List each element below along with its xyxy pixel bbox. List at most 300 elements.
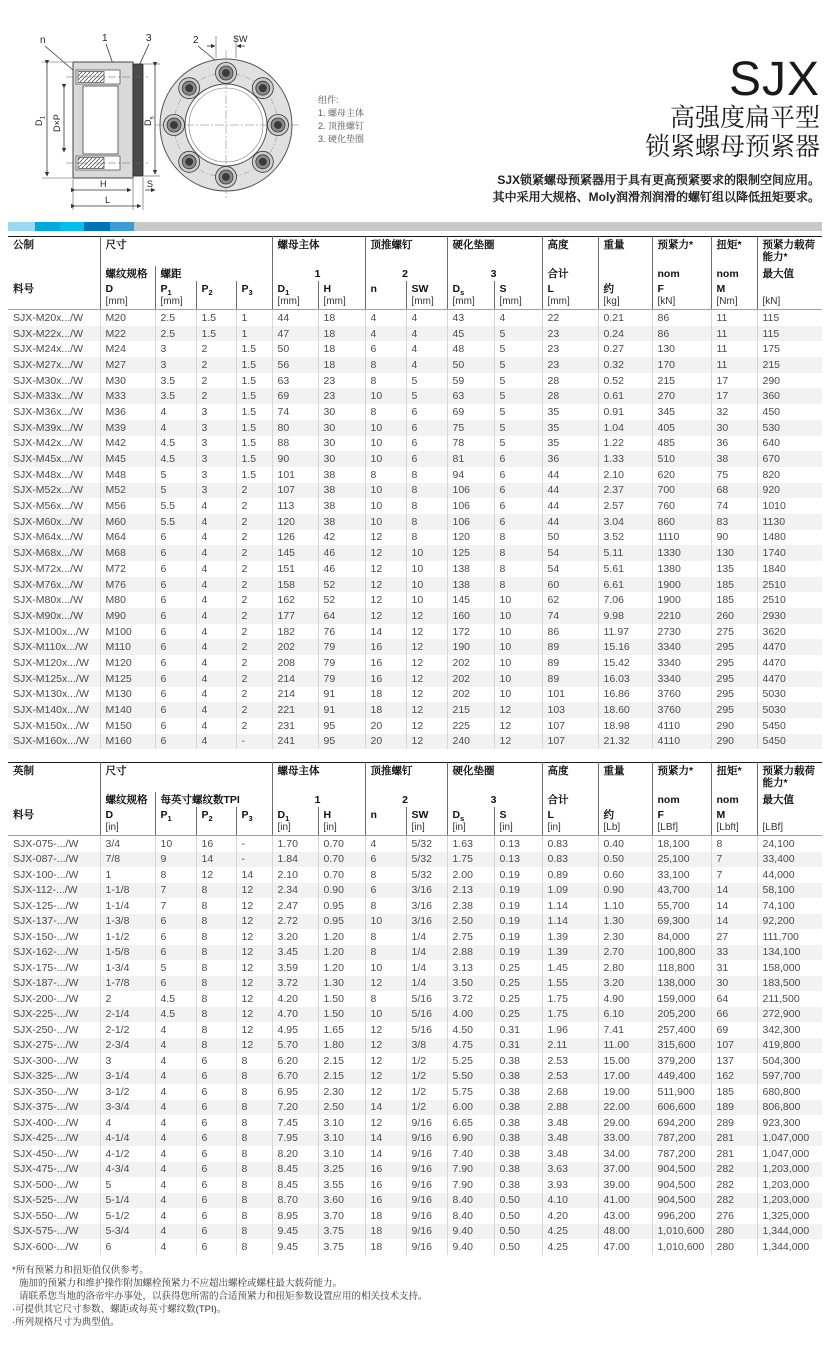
table-cell: SJX-137-.../W [13, 915, 79, 928]
table-cell: 7 [711, 852, 757, 868]
table-cell: 2.47 [272, 898, 318, 914]
table-cell: 3.10 [318, 1131, 365, 1147]
table-cell: 3.75 [318, 1224, 365, 1240]
label-ds: $D_s$ [143, 116, 156, 126]
table-cell: 4.5 [155, 451, 196, 467]
table-cell: 260 [711, 608, 757, 624]
table-cell: 138,000 [652, 976, 711, 992]
table-cell: 6 [155, 655, 196, 671]
column-header: $D_1$ [272, 281, 318, 296]
table-cell: 7.45 [272, 1115, 318, 1131]
header-ref-2: 2 [365, 266, 447, 281]
table-cell: 50 [447, 357, 494, 373]
table-row [8, 914, 822, 930]
table-cell: 34.00 [598, 1146, 652, 1162]
header-total: 合计 [542, 266, 598, 281]
table-cell: 0.61 [598, 388, 652, 404]
table-cell: 1480 [757, 530, 822, 546]
unit-header [8, 822, 100, 836]
table-cell: SJX-M150x.../W [13, 719, 89, 732]
table-cell: 280 [711, 1239, 757, 1255]
column-header: $P_1$ [155, 281, 196, 296]
table-cell: 2-1/4 [100, 1007, 155, 1023]
legend-title: 组件: [318, 95, 339, 105]
table-cell: 8.20 [272, 1146, 318, 1162]
table-cell: 120 [272, 514, 318, 530]
stripe-segment [110, 222, 134, 231]
table-cell: 18.98 [598, 718, 652, 734]
table-cell: 6 [365, 341, 406, 357]
table-cell: 295 [711, 671, 757, 687]
table-cell: 4 [155, 1239, 196, 1255]
table-cell: 159,000 [652, 991, 711, 1007]
table-cell: 8 [494, 577, 542, 593]
table-cell: 5/16 [406, 991, 447, 1007]
group-header-preload: 预紧力* [652, 763, 711, 793]
title-block [390, 53, 820, 206]
table-cell: 1900 [652, 592, 711, 608]
table-cell: 14 [365, 624, 406, 640]
table-cell: 6 [155, 718, 196, 734]
table-cell: 202 [447, 655, 494, 671]
column-header: S [494, 281, 542, 296]
table-cell: 12 [365, 561, 406, 577]
table-cell: 8 [236, 1131, 272, 1147]
table-cell: SJX-400-.../W [13, 1116, 79, 1129]
table-cell: 6 [406, 420, 447, 436]
table-cell: 208 [272, 655, 318, 671]
table-cell: 241 [272, 734, 318, 750]
table-cell: 16 [365, 1177, 406, 1193]
table-cell: 4 [155, 1069, 196, 1085]
table-cell: 3760 [652, 687, 711, 703]
table-cell: 8 [365, 404, 406, 420]
table-row [8, 326, 822, 342]
table-cell: 2.34 [272, 883, 318, 899]
table-cell: 1.33 [598, 451, 652, 467]
table-cell: 4-3/4 [100, 1162, 155, 1178]
table-cell: 14 [236, 867, 272, 883]
table-cell: 8.40 [447, 1208, 494, 1224]
table-cell: 8 [406, 467, 447, 483]
table-cell: 7.40 [447, 1146, 494, 1162]
table-cell: 1.75 [542, 1007, 598, 1023]
table-cell: 69,300 [652, 914, 711, 930]
table-cell: 6.65 [447, 1115, 494, 1131]
table-cell: M30 [100, 373, 155, 389]
table-cell: 270 [652, 388, 711, 404]
stripe-segment [60, 222, 84, 231]
table-cell: 4 [155, 1131, 196, 1147]
table-cell: 6.95 [272, 1084, 318, 1100]
table-cell: 5-3/4 [100, 1224, 155, 1240]
table-cell: 4.25 [542, 1224, 598, 1240]
table-cell: 6 [196, 1193, 236, 1209]
table-cell: 5450 [757, 718, 822, 734]
table-cell: 6 [406, 451, 447, 467]
table-cell: 43 [447, 310, 494, 326]
column-header: 约 [598, 807, 652, 822]
table-cell: 8 [236, 1084, 272, 1100]
table-cell: 2 [196, 357, 236, 373]
table-cell: 8 [236, 1224, 272, 1240]
table-row [8, 1022, 822, 1038]
table-cell: 4 [494, 310, 542, 326]
table-cell: 135 [711, 561, 757, 577]
table-cell: SJX-M36x.../W [13, 405, 84, 418]
table-cell: 0.27 [598, 341, 652, 357]
table-cell: 9.45 [272, 1224, 318, 1240]
table-cell: 18 [318, 357, 365, 373]
table-cell: 38 [318, 498, 365, 514]
table-cell: 10 [494, 592, 542, 608]
table-cell: 137 [711, 1053, 757, 1069]
table-cell: 280 [711, 1224, 757, 1240]
legend-item: 1. 螺母主体 [318, 108, 365, 118]
table-cell: 680,800 [757, 1084, 822, 1100]
table-cell: 115 [757, 326, 822, 342]
unit-header: [kg] [598, 296, 652, 310]
table-cell: 1330 [652, 545, 711, 561]
table-row [8, 1131, 822, 1147]
table-cell: 10 [155, 836, 196, 852]
table-cell: 1,010,600 [652, 1239, 711, 1255]
table-cell: 18 [318, 310, 365, 326]
table-cell: 4 [196, 655, 236, 671]
table-row [8, 1208, 822, 1224]
table-cell: 162 [711, 1069, 757, 1085]
table-cell: 0.25 [494, 991, 542, 1007]
column-header: D [100, 807, 155, 822]
table-cell: 504,300 [757, 1053, 822, 1069]
footnotes [12, 1264, 428, 1329]
table-cell: 43,700 [652, 883, 711, 899]
table-cell: 8 [196, 883, 236, 899]
table-cell: SJX-M76x.../W [13, 578, 84, 591]
table-cell: 4 [155, 1224, 196, 1240]
table-cell: 5.70 [272, 1038, 318, 1054]
table-cell: 3620 [757, 624, 822, 640]
table-cell: 145 [272, 545, 318, 561]
table-cell: 1.5 [236, 341, 272, 357]
table-cell: 12 [236, 929, 272, 945]
table-cell: 79 [318, 671, 365, 687]
column-header: 料号 [13, 809, 34, 821]
table-cell: 75 [711, 467, 757, 483]
column-header: n [365, 807, 406, 822]
table-cell: 33,400 [757, 852, 822, 868]
column-header: SW [406, 281, 447, 296]
table-cell: 2 [236, 592, 272, 608]
table-cell: 2 [236, 702, 272, 718]
table-cell: 0.70 [318, 836, 365, 852]
table-cell: SJX-M110x.../W [13, 641, 89, 654]
table-cell: 16.03 [598, 671, 652, 687]
table-cell: 3.10 [318, 1146, 365, 1162]
table-cell: SJX-M42x.../W [13, 437, 84, 450]
table-cell: 83 [711, 514, 757, 530]
table-cell: 130 [711, 545, 757, 561]
table-row [8, 898, 822, 914]
table-cell: 4 [155, 1193, 196, 1209]
table-cell: 4 [365, 310, 406, 326]
table-cell: 5 [494, 326, 542, 342]
table-cell: 5 [155, 467, 196, 483]
table-cell: 3340 [652, 671, 711, 687]
table-cell: SJX-450-.../W [13, 1147, 79, 1160]
table-row [8, 577, 822, 593]
unit-header: [mm] [318, 296, 365, 310]
table-cell: SJX-M22x.../W [13, 327, 84, 340]
column-header [757, 281, 822, 296]
table-cell: 52 [318, 592, 365, 608]
table-cell: 12 [365, 1053, 406, 1069]
table-cell: 2 [236, 561, 272, 577]
table-cell: 6 [406, 404, 447, 420]
table-cell: 66 [711, 1007, 757, 1023]
table-cell: 6.10 [598, 1007, 652, 1023]
table-cell: 2.72 [272, 914, 318, 930]
table-cell: 10 [494, 687, 542, 703]
table-cell: M76 [100, 577, 155, 593]
table-cell: M110 [100, 639, 155, 655]
table-cell: 2.50 [447, 914, 494, 930]
table-cell: 7 [155, 898, 196, 914]
table-cell: 419,800 [757, 1038, 822, 1054]
table-cell: SJX-225-.../W [13, 1008, 79, 1021]
table-cell: 787,200 [652, 1146, 711, 1162]
table-cell: 214 [272, 671, 318, 687]
table-cell: 205,200 [652, 1007, 711, 1023]
table-cell: 3 [196, 483, 236, 499]
table-cell: 1.5 [236, 388, 272, 404]
table-cell: 4 [365, 836, 406, 852]
group-header-height: 高度 [542, 237, 598, 267]
table-row [8, 1007, 822, 1023]
table-row [8, 624, 822, 640]
table-cell: 6 [155, 914, 196, 930]
table-cell: 10 [365, 420, 406, 436]
table-cell: 1,203,000 [757, 1162, 822, 1178]
table-cell: 2.75 [447, 929, 494, 945]
table-cell: 0.19 [494, 898, 542, 914]
column-header: S [494, 807, 542, 822]
table-cell: 35 [542, 420, 598, 436]
table-cell: 2.38 [447, 898, 494, 914]
table-row [8, 498, 822, 514]
table-cell: 14 [711, 914, 757, 930]
table-cell: 2 [236, 498, 272, 514]
table-cell: 6 [196, 1053, 236, 1069]
table-row [8, 1069, 822, 1085]
table-cell: 2.13 [447, 883, 494, 899]
table-cell: SJX-M72x.../W [13, 562, 84, 575]
table-cell: 295 [711, 655, 757, 671]
table-row [8, 639, 822, 655]
table-cell: 10 [365, 483, 406, 499]
table-cell: 3/4 [100, 836, 155, 852]
table-cell: 240 [447, 734, 494, 750]
table-cell: 8 [196, 898, 236, 914]
table-cell: 6 [365, 883, 406, 899]
unit-header [196, 822, 236, 836]
unit-header: [mm] [155, 296, 196, 310]
table-cell: SJX-525-.../W [13, 1194, 79, 1207]
label-n: n [40, 35, 46, 46]
table-cell: SJX-M20x.../W [13, 311, 84, 324]
table-cell: 231 [272, 718, 318, 734]
table-cell: 44 [542, 498, 598, 514]
table-cell: 125 [447, 545, 494, 561]
table-cell: 16.86 [598, 687, 652, 703]
table-cell: 3.48 [542, 1115, 598, 1131]
table-cell: 12 [494, 702, 542, 718]
table-cell: 12 [236, 1007, 272, 1023]
table-cell: 5/32 [406, 867, 447, 883]
table-cell: 2.5 [155, 326, 196, 342]
table-cell: 172 [447, 624, 494, 640]
table-cell: 50 [542, 530, 598, 546]
table-cell: 10 [365, 436, 406, 452]
table-cell: 3.70 [318, 1208, 365, 1224]
table-cell: M160 [100, 734, 155, 750]
table-cell: 2.37 [598, 483, 652, 499]
table-cell: 31 [711, 960, 757, 976]
group-header-washer: 硬化垫圈 [447, 763, 542, 793]
component-legend [318, 94, 364, 146]
product-subtitle-1: 高强度扁平型 [669, 104, 820, 132]
table-cell: 4.20 [542, 1208, 598, 1224]
table-cell: 9/16 [406, 1146, 447, 1162]
table-cell: 6 [196, 1208, 236, 1224]
table-cell: 4 [196, 545, 236, 561]
table-cell: 8 [365, 945, 406, 961]
table-cell: 923,300 [757, 1115, 822, 1131]
table-cell: 2 [236, 671, 272, 687]
table-cell: 12 [406, 624, 447, 640]
table-cell: 5/32 [406, 836, 447, 852]
table-cell: 8 [365, 373, 406, 389]
table-cell: 806,800 [757, 1100, 822, 1116]
table-cell: 15.00 [598, 1053, 652, 1069]
table-cell: 1/2 [406, 1100, 447, 1116]
table-cell: 10 [365, 914, 406, 930]
unit-header: [mm] [406, 296, 447, 310]
table-cell: 76 [318, 624, 365, 640]
table-cell: 1.50 [318, 991, 365, 1007]
table-cell: 3 [196, 436, 236, 452]
table-cell: 54 [542, 561, 598, 577]
table-cell: 2 [236, 514, 272, 530]
unit-header: [in] [447, 822, 494, 836]
table-cell: 5 [494, 404, 542, 420]
table-cell: 10 [406, 545, 447, 561]
table-cell: 74,100 [757, 898, 822, 914]
header-spacer [8, 266, 100, 281]
table-cell: 19.00 [598, 1084, 652, 1100]
table-cell: 63 [272, 373, 318, 389]
table-cell: M27 [100, 357, 155, 373]
table-cell: M39 [100, 420, 155, 436]
table-row [8, 514, 822, 530]
table-cell: 69 [711, 1022, 757, 1038]
table-cell: 12 [236, 945, 272, 961]
table-cell: 1-1/4 [100, 898, 155, 914]
unit-header: [mm] [100, 296, 155, 310]
table-cell: 9/16 [406, 1131, 447, 1147]
table-cell: 2.10 [272, 867, 318, 883]
table-cell: 8.45 [272, 1177, 318, 1193]
table-row [8, 310, 822, 326]
table-cell: 1740 [757, 545, 822, 561]
table-cell: 20 [365, 734, 406, 750]
header-spacer [598, 266, 652, 281]
table-cell: 3/16 [406, 883, 447, 899]
table-cell: 2 [196, 341, 236, 357]
table-row [8, 436, 822, 452]
table-cell: 202 [447, 671, 494, 687]
table-row [8, 991, 822, 1007]
table-cell: 6 [494, 514, 542, 530]
table-cell: 30 [318, 436, 365, 452]
table-cell: 3340 [652, 639, 711, 655]
table-cell: 2930 [757, 608, 822, 624]
table-cell: 0.13 [494, 836, 542, 852]
table-cell: 0.52 [598, 373, 652, 389]
stripe-segment [35, 222, 60, 231]
table-cell: 295 [711, 687, 757, 703]
table-cell: SJX-M64x.../W [13, 531, 84, 544]
table-cell: 2.30 [318, 1084, 365, 1100]
table-cell: 8 [236, 1162, 272, 1178]
table-cell: 44,000 [757, 867, 822, 883]
table-cell: 6 [155, 608, 196, 624]
table-cell: 1840 [757, 561, 822, 577]
table-cell: 5 [494, 388, 542, 404]
table-cell: 1.50 [318, 1007, 365, 1023]
table-cell: 2.10 [598, 467, 652, 483]
table-cell: SJX-M45x.../W [13, 453, 84, 466]
table-cell: M20 [100, 310, 155, 326]
table-cell: 2.15 [318, 1053, 365, 1069]
table-cell: 1.96 [542, 1022, 598, 1038]
table-cell: 379,200 [652, 1053, 711, 1069]
table-cell: 4110 [652, 718, 711, 734]
group-header-metric: 公制 [13, 239, 34, 251]
table-cell: 3 [196, 467, 236, 483]
table-cell: 4-1/2 [100, 1146, 155, 1162]
table-cell: 107 [711, 1038, 757, 1054]
unit-header [236, 822, 272, 836]
table-cell: 0.25 [494, 976, 542, 992]
table-cell: 700 [652, 483, 711, 499]
table-cell: 0.95 [318, 914, 365, 930]
table-cell: 0.25 [494, 1007, 542, 1023]
table-cell: 118,800 [652, 960, 711, 976]
table-cell: 11 [711, 341, 757, 357]
table-cell: 5 [494, 436, 542, 452]
table-cell: 8 [365, 898, 406, 914]
table-cell: 1.5 [236, 467, 272, 483]
table-cell: 18 [365, 1208, 406, 1224]
footnote-line: ·所列规格尺寸为典型值。 [12, 1317, 120, 1328]
table-cell: 8.45 [272, 1162, 318, 1178]
table-cell: 405 [652, 420, 711, 436]
table-cell: 30 [318, 420, 365, 436]
table-cell: 12 [406, 655, 447, 671]
table-cell: 84,000 [652, 929, 711, 945]
table-cell: 2.30 [598, 929, 652, 945]
